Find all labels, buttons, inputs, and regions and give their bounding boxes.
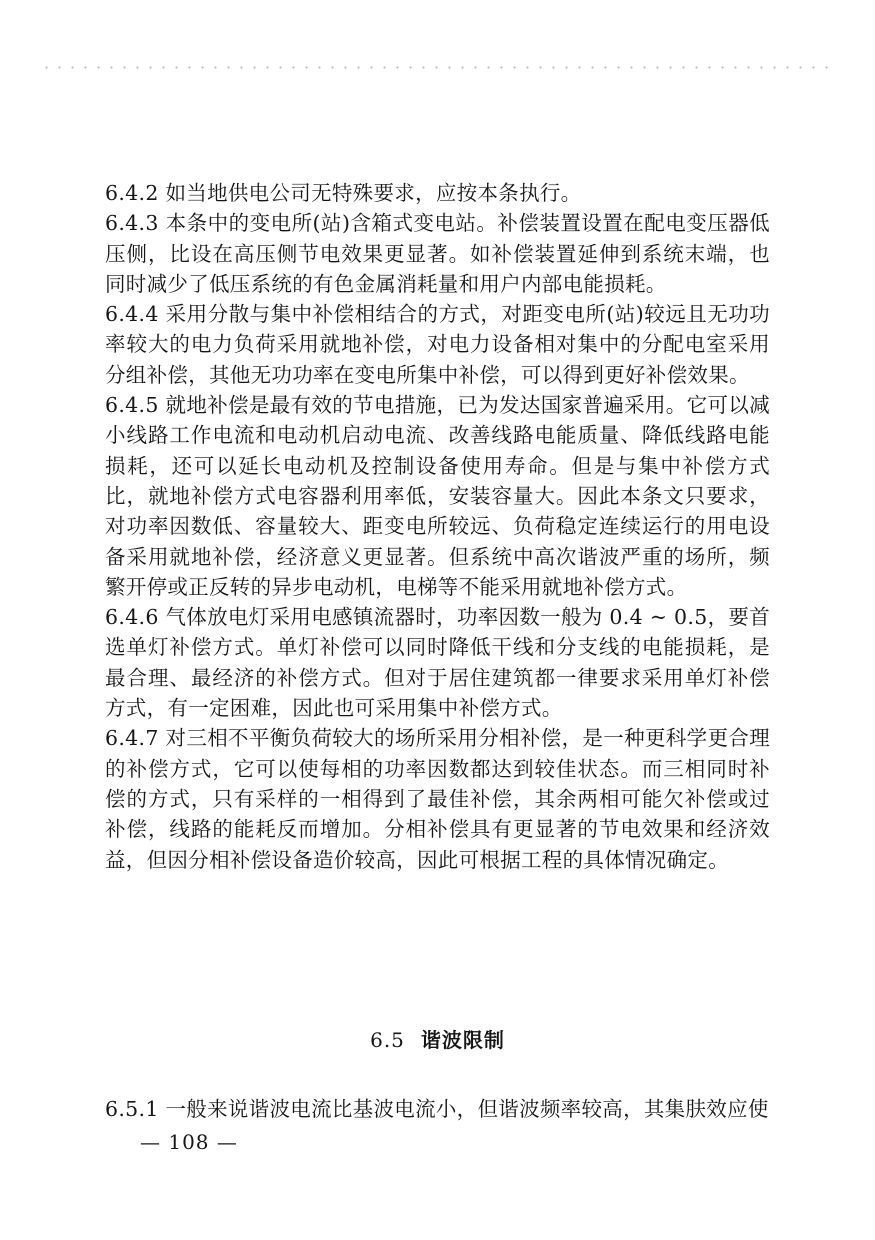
paragraph-6-4-3: 6.4.3 本条中的变电所(站)含箱式变电站。补偿装置设置在配电变压器低压侧，比设在高压侧节电效果更显著。如补偿装置延伸到系统末端，也同时减少了低压系统的有色金属消耗量和用户内部电能损耗。 bbox=[105, 211, 770, 296]
paragraph-6-4-4: 6.4.4 采用分散与集中补偿相结合的方式，对距变电所(站)较远且无功功率较大的电力负荷采用就地补偿，对电力设备相对集中的分配电室采用分组补偿，其他无功功率在变电所集中补偿，可以得到更好补偿效果。 bbox=[105, 302, 770, 387]
paragraph-6-5-1: 6.5.1 一般来说谐波电流比基波电流小，但谐波频率较高，其集肤效应使 bbox=[105, 1097, 769, 1121]
document-body bbox=[105, 178, 770, 875]
paragraph-6-4-5: 6.4.5 就地补偿是最有效的节电措施，已为发达国家普遍采用。它可以减小线路工作电流和电动机启动电流、改善线路电能质量、降低线路电能损耗，还可以延长电动机及控制设备使用寿命。但是与集中补偿方式比，就地补偿方式电容器利用率低，安装容量大。因此本条文只要求，对功率因数低、容量较大、距变电所较远、负荷稳定连续运行的用电设备采用就地补偿，经济意义更显著。但系统中高次谐波严重的场所，频繁开停或正反转的异步电动机，电梯等不能采用就地补偿方式。 bbox=[105, 393, 770, 599]
paragraph-6-4-7: 6.4.7 对三相不平衡负荷较大的场所采用分相补偿，是一种更科学更合理的补偿方式，它可以使每相的功率因数都达到较佳状态。而三相同时补偿的方式，只有采样的一相得到了最佳补偿，其余两相可能欠补偿或过补偿，线路的能耗反而增加。分相补偿具有更显著的节电效果和经济效益，但因分相补偿设备造价较高，因此可根据工程的具体情况确定。 bbox=[105, 726, 770, 872]
paragraph-6-4-6: 6.4.6 气体放电灯采用电感镇流器时，功率因数一般为 0.4 ~ 0.5，要首选单灯补偿方式。单灯补偿可以同时降低干线和分支线的电能损耗，是最合理、最经济的补偿方式。但对于居住建筑都一律要求采用单灯补偿方式，有一定困难，因此也可采用集中补偿方式。 bbox=[105, 605, 770, 721]
page-number: — 108 — bbox=[140, 1130, 238, 1154]
paragraph-6-4-2: 6.4.2 如当地供电公司无特殊要求，应按本条执行。 bbox=[105, 181, 582, 205]
scan-artifact-dots bbox=[40, 66, 830, 69]
section-number: 6.5 bbox=[370, 1028, 405, 1052]
section-title: 谐波限制 bbox=[420, 1028, 505, 1052]
section-heading bbox=[0, 1024, 875, 1053]
